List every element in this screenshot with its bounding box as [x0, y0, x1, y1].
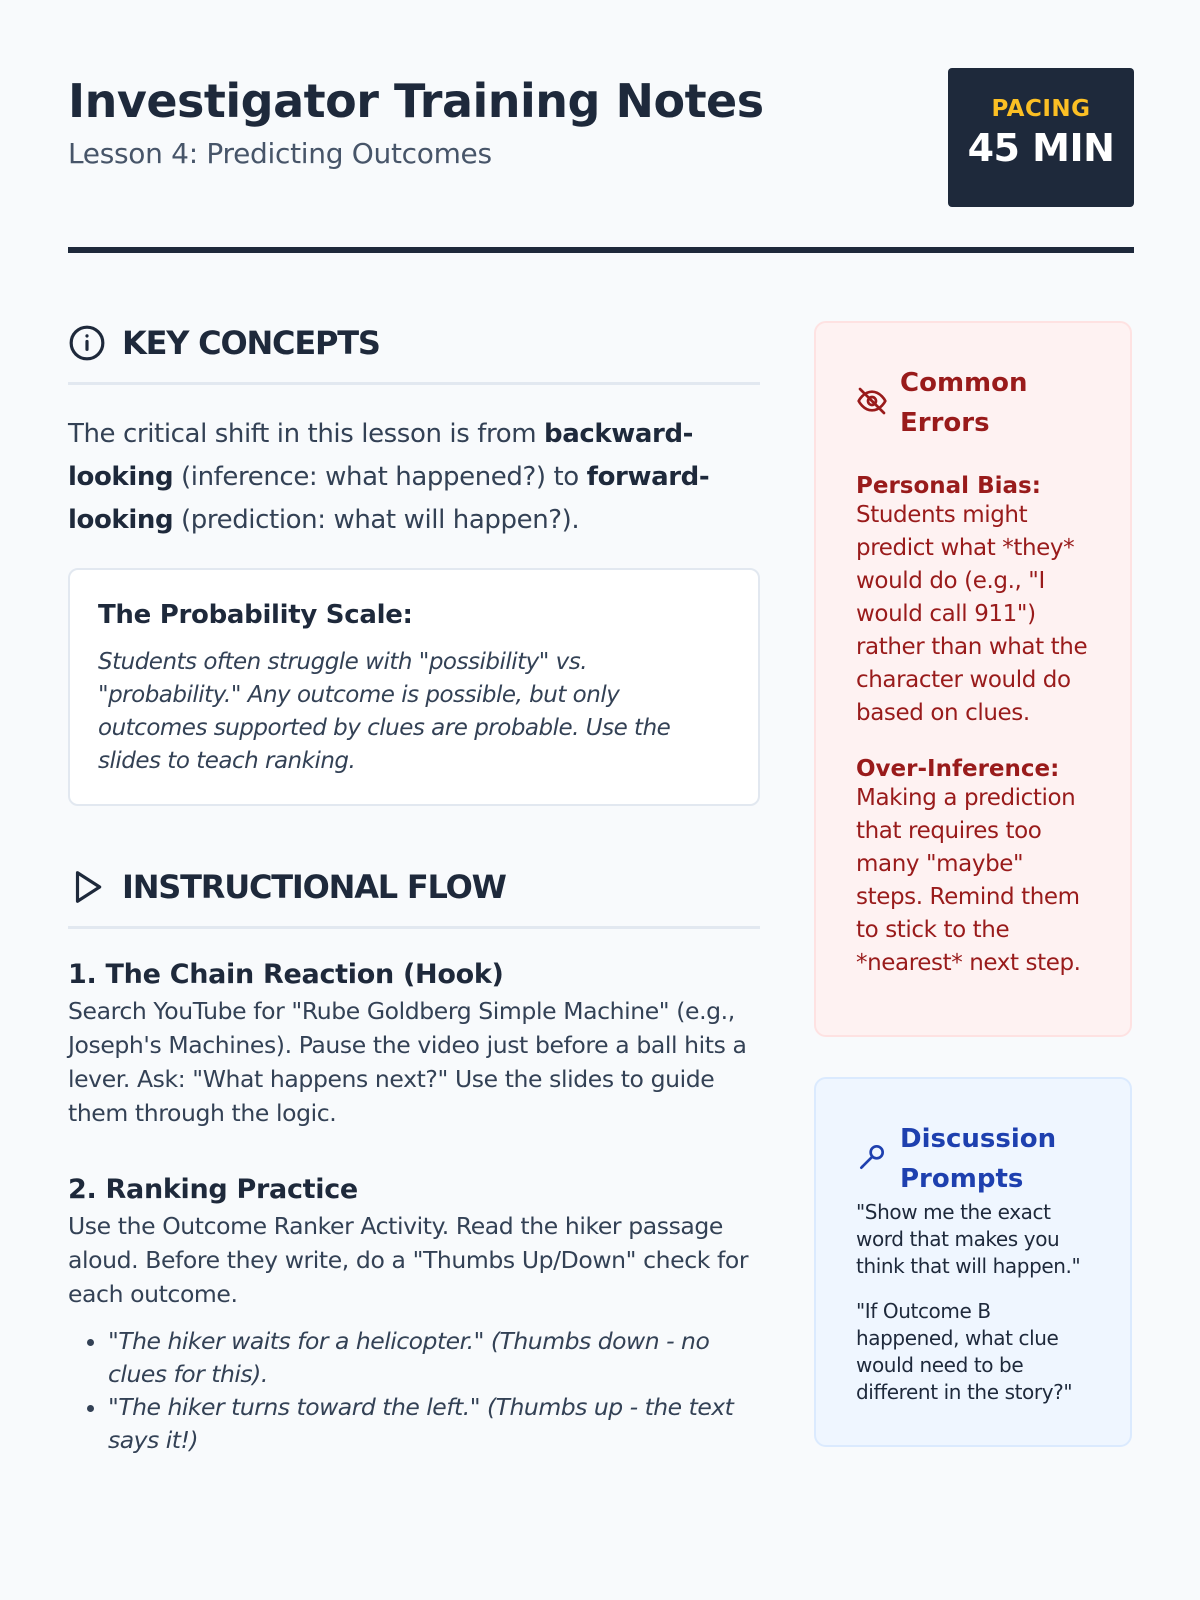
- main-column: [68, 318, 760, 1457]
- pacing-label: PACING: [991, 96, 1091, 122]
- common-errors-title: Common Errors: [900, 368, 1028, 438]
- error-text: Students might predict what *they* would do (e.g., "I would call 911") rather than what the character would do based on clues.: [856, 502, 1088, 726]
- microphone-icon: [856, 1141, 888, 1173]
- flow-step-text: Use the Outcome Ranker Activity. Read the hiker passage aloud. Before they write, do a "Thumbs Up/Down" check for each outcome.: [68, 1212, 749, 1308]
- probability-scale-title: The Probability Scale:: [98, 600, 413, 630]
- intro-bold-backward: backward-looking: [68, 419, 694, 492]
- error-item: [856, 756, 1090, 980]
- play-icon: [68, 868, 106, 906]
- page-title: Investigator Training Notes: [68, 74, 764, 128]
- instructional-flow-title: INSTRUCTIONAL FLOW: [122, 868, 506, 906]
- discussion-prompts-title: Discussion Prompts: [900, 1124, 1057, 1194]
- section-divider: [68, 926, 760, 929]
- list-item: • "The hiker waits for a helicopter." (Thumbs down - no clues for this).: [108, 1325, 760, 1391]
- discussion-prompts-header: [856, 1119, 1090, 1199]
- key-concepts-intro: [68, 413, 760, 542]
- intro-text: (prediction: what will happen?).: [173, 505, 580, 535]
- flow-step-text: Search YouTube for "Rube Goldberg Simple Machine" (e.g., Joseph's Machines). Pause the video just before a ball hits a lever. Ask: "What happens next?" Use the slides to guide them through the logic.: [68, 997, 747, 1127]
- flow-step: [68, 1174, 760, 1457]
- eye-off-icon: [856, 385, 888, 417]
- common-errors-header: [856, 363, 1090, 443]
- key-concepts-title: KEY CONCEPTS: [122, 324, 380, 362]
- discussion-prompts-card: [814, 1077, 1132, 1447]
- error-item: [856, 473, 1090, 730]
- pacing-badge: [948, 68, 1134, 207]
- probability-scale-text: Students often struggle with "possibility" vs. "probability." Any outcome is possible, but only outcomes supported by clues are probable. Use the slides to teach ranking.: [98, 649, 671, 774]
- list-item: • "The hiker turns toward the left." (Thumbs up - the text says it!): [108, 1391, 760, 1457]
- info-icon: [68, 324, 106, 362]
- intro-text: (inference: what happened?) to: [173, 462, 587, 492]
- flow-step: [68, 959, 760, 1130]
- header-divider: [68, 247, 1134, 253]
- probability-scale-box: [68, 568, 760, 806]
- key-concepts-header: [68, 318, 760, 368]
- outcome-examples-list: [68, 1325, 760, 1457]
- discussion-prompt: "If Outcome B happened, what clue would need to be different in the story?": [856, 1299, 1073, 1404]
- common-errors-card: [814, 321, 1132, 1037]
- flow-step-title: 1. The Chain Reaction (Hook): [68, 959, 504, 990]
- intro-bold-forward: forward-looking: [68, 462, 710, 535]
- error-label: Over-Inference:: [856, 756, 1060, 782]
- flow-step-title: 2. Ranking Practice: [68, 1174, 358, 1205]
- page-header: [68, 66, 1134, 206]
- discussion-prompt: "Show me the exact word that makes you think that will happen.": [856, 1200, 1081, 1278]
- pacing-value: 45 MIN: [967, 126, 1115, 170]
- section-divider: [68, 382, 760, 385]
- page-subtitle: Lesson 4: Predicting Outcomes: [68, 137, 492, 170]
- instructional-flow-section: [68, 862, 760, 1457]
- error-text: Making a prediction that requires too many "maybe" steps. Remind them to stick to the *nearest* next step.: [856, 785, 1081, 976]
- instructional-flow-header: [68, 862, 760, 912]
- error-label: Personal Bias:: [856, 473, 1041, 499]
- intro-text: The critical shift in this lesson is from: [68, 419, 545, 449]
